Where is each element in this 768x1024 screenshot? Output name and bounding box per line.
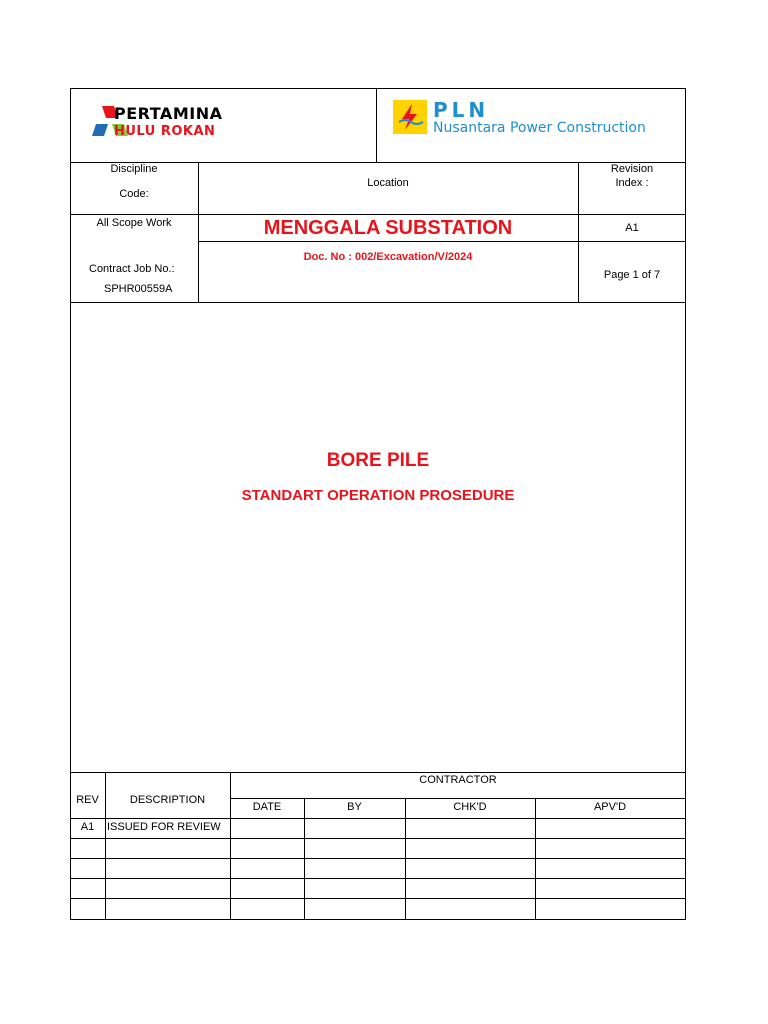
- pln-logo-icon: [393, 100, 427, 134]
- pertamina-wordmark: PERTAMINA: [114, 104, 223, 123]
- revision-index-label: Revision: [610, 163, 654, 175]
- revision-index-label-2: Index :: [615, 177, 649, 189]
- by-header: BY: [347, 801, 362, 813]
- rev-header: REV: [76, 794, 99, 806]
- document-title: BORE PILE: [326, 450, 430, 471]
- contract-label: Contract Job No.:: [89, 263, 175, 275]
- pln-subtitle: Nusantara Power Construction: [433, 120, 646, 136]
- chkd-header: CHK'D: [453, 801, 487, 813]
- discipline-label: Discipline: [110, 163, 158, 175]
- project-title: MENGGALA SUBSTATION: [263, 217, 513, 239]
- document-subtitle: STANDART OPERATION PROSEDURE: [241, 487, 515, 504]
- pln-logo: [393, 98, 673, 142]
- pln-wordmark: PLN: [433, 98, 490, 122]
- date-header: DATE: [252, 801, 282, 813]
- scope-value: All Scope Work: [96, 217, 172, 229]
- pertamina-logo: [88, 104, 248, 152]
- description-header: DESCRIPTION: [129, 794, 206, 806]
- table-row-description: ISSUED FOR REVIEW: [107, 821, 221, 833]
- page-number: Page 1 of 7: [603, 269, 661, 281]
- apvd-header: APV'D: [593, 801, 627, 813]
- contract-value: SPHR00559A: [104, 283, 173, 295]
- doc-number: Doc. No : 002/Excavation/V/2024: [303, 251, 473, 263]
- pertamina-subtitle: HULU ROKAN: [114, 124, 216, 139]
- contractor-header: CONTRACTOR: [419, 774, 497, 786]
- code-label: Code:: [119, 188, 149, 200]
- location-label: Location: [367, 177, 409, 189]
- table-row-rev: A1: [80, 821, 95, 833]
- revision-value: A1: [625, 222, 639, 234]
